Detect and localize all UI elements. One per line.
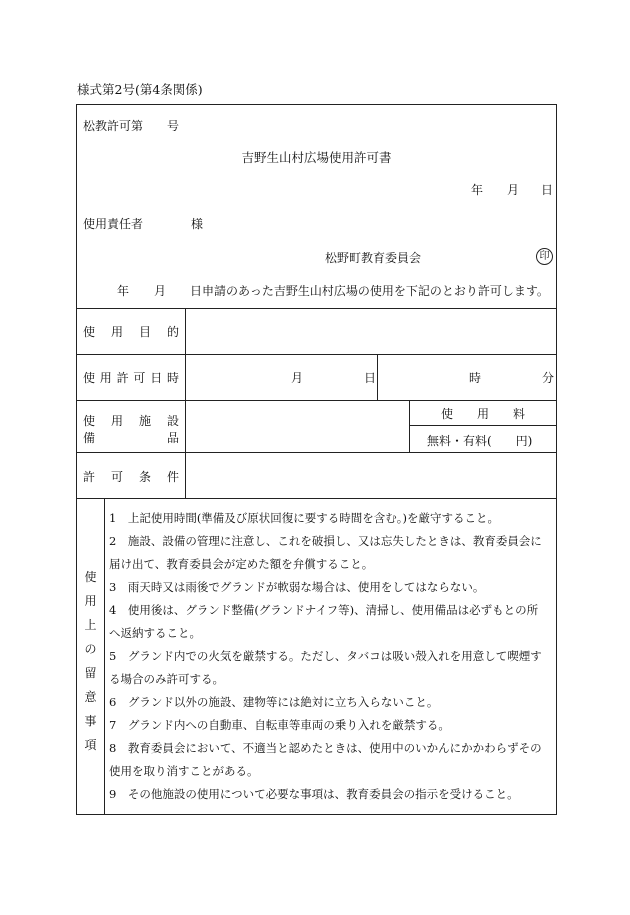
note-item-3: 3 雨天時又は雨後でグランドが軟弱な場合は、使用をしてはならない。 bbox=[109, 580, 485, 594]
datetime-month: 月 bbox=[291, 371, 304, 385]
issue-date-year: 年 bbox=[471, 183, 484, 197]
note-item-4: 4 使用後は、グランド整備(グランドナイフ等)、清掃し、使用備品は必ずもとの所へ返納すること。 bbox=[109, 603, 539, 640]
note-item-2: 2 施設、設備の管理に注意し、これを破損し、又は忘失したときは、教育委員会に届け出て、教育委員会が定めた額を弁償すること。 bbox=[109, 534, 542, 571]
fee-value: 無料・有料( 円) bbox=[427, 434, 533, 448]
note-item-8: 8 教育委員会において、不適当と認めたときは、使用中のいかんにかかわらずその使用を取り消すことがある。 bbox=[109, 741, 542, 778]
seal-mark: 印 bbox=[536, 248, 553, 265]
datetime-hour: 時 bbox=[469, 371, 482, 385]
permit-number: 松教許可第 号 bbox=[83, 119, 180, 133]
notes-label: 使 用 上 の 留 意 事 項 bbox=[84, 570, 97, 752]
note-item-6: 6 グランド以外の施設、建物等には絶対に立ち入らないこと。 bbox=[109, 695, 439, 709]
datetime-day: 日 bbox=[364, 371, 377, 385]
note-item-7: 7 グランド内への自動車、自転車等車両の乗り入れを厳禁する。 bbox=[109, 718, 450, 732]
fee-label: 使 用 料 bbox=[441, 407, 525, 421]
datetime-minute: 分 bbox=[542, 371, 555, 385]
statement-text: 日申請のあった吉野生山村広場の使用を下記のとおり許可します。 bbox=[190, 284, 549, 298]
conditions-label: 許 可 条 件 bbox=[83, 470, 179, 484]
note-item-9: 9 その他施設の使用について必要な事項は、教育委員会の指示を受けること。 bbox=[109, 787, 519, 801]
form-caption: 様式第2号(第4条関係) bbox=[77, 82, 203, 97]
facility-label-line1: 使 用 施 設 bbox=[83, 414, 179, 428]
statement-year: 年 bbox=[117, 284, 130, 298]
note-item-5: 5 グランド内での火気を厳禁する。ただし、タバコは吸い殻入れを用意して喫煙する場合のみ許可する。 bbox=[109, 649, 542, 686]
document-title: 吉野生山村広場使用許可書 bbox=[241, 150, 392, 165]
issuer-name: 松野町教育委員会 bbox=[325, 251, 422, 265]
facility-label-line2: 備 品 bbox=[83, 431, 179, 445]
statement-month: 月 bbox=[154, 284, 167, 298]
note-item-1: 1 上記使用時間(準備及び原状回復に要する時間を含む。)を厳守すること。 bbox=[109, 511, 500, 525]
responsible-person: 使用責任者 様 bbox=[83, 217, 204, 231]
datetime-label: 使 用 許 可 日 時 bbox=[83, 371, 179, 385]
issue-date-month: 月 bbox=[507, 183, 520, 197]
purpose-label: 使 用 目 的 bbox=[83, 325, 179, 339]
permit-form bbox=[76, 104, 557, 815]
issue-date-day: 日 bbox=[541, 183, 554, 197]
